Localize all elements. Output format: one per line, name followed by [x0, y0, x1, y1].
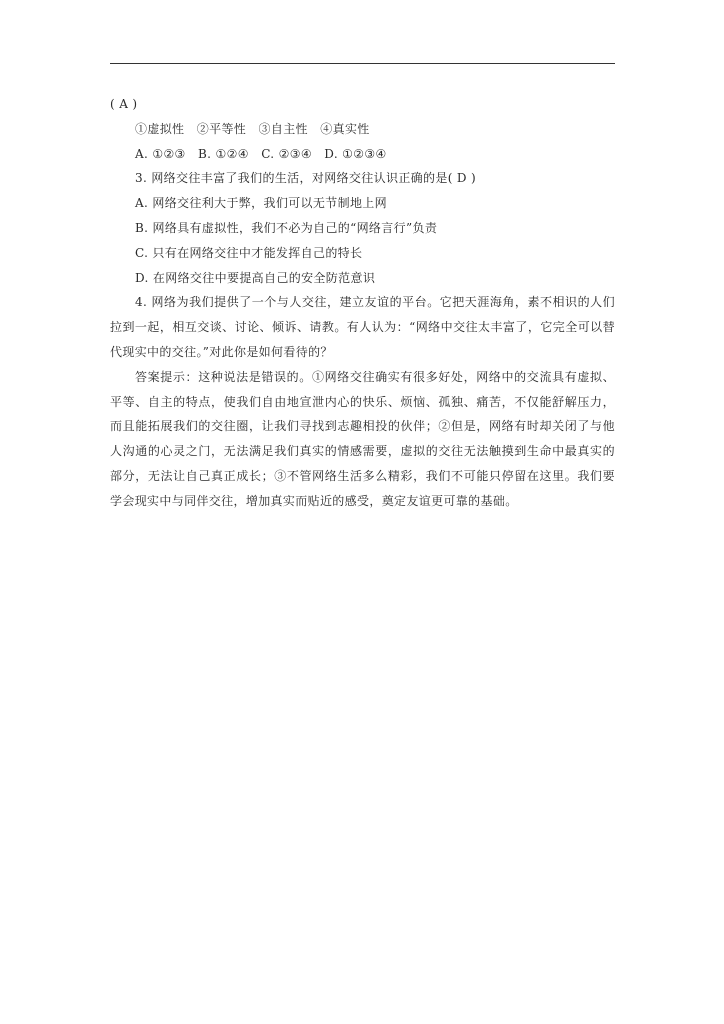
option-b: B. 网络具有虚拟性，我们不必为自己的“网络言行”负责	[135, 220, 438, 235]
question-4: 4. 网络为我们提供了一个与人交往，建立友谊的平台。它把天涯海角，素不相识的人们拉到一起，相互交谈、讨论、倾诉、请教。有人认为：“网络中交往太丰富了，它完全可以替代现实中的交往。”对此你是如何看待的？	[110, 295, 615, 359]
question-3: 3. 网络交往丰富了我们的生活，对网络交往认识正确的是( D )	[135, 171, 477, 186]
document-body	[110, 92, 615, 514]
option-d: D. 在网络交往中要提高自己的安全防范意识	[135, 270, 376, 285]
choice-line: A. ①②③ B. ①②④ C. ②③④ D. ①②③④	[135, 146, 387, 161]
options-list: ①虚拟性 ②平等性 ③自主性 ④真实性	[135, 121, 370, 136]
answer-line: ( A )	[110, 97, 138, 111]
option-c: C. 只有在网络交往中才能发挥自己的特长	[135, 245, 363, 260]
answer-hint: 答案提示：这种说法是错误的。①网络交往确实有很多好处，网络中的交流具有虚拟、平等、自主的特点，使我们自由地宣泄内心的快乐、烦恼、孤独、痛苦，不仅能舒解压力，而且能拓展我们的交往圈，让我们寻找到志趣相投的伙伴；②但是，网络有时却关闭了与他人沟通的心灵之门，无法满足我们真实的情感需要，虚拟的交往无法触摸到生命中最真实的部分，无法让自己真正成长；③不管网络生活多么精彩，我们不可能只停留在这里。我们要学会现实中与同伴交往，增加真实而贴近的感受，奠定友谊更可靠的基础。	[110, 369, 615, 508]
header-rule	[110, 63, 615, 64]
option-a: A. 网络交往利大于弊，我们可以无节制地上网	[135, 196, 387, 211]
